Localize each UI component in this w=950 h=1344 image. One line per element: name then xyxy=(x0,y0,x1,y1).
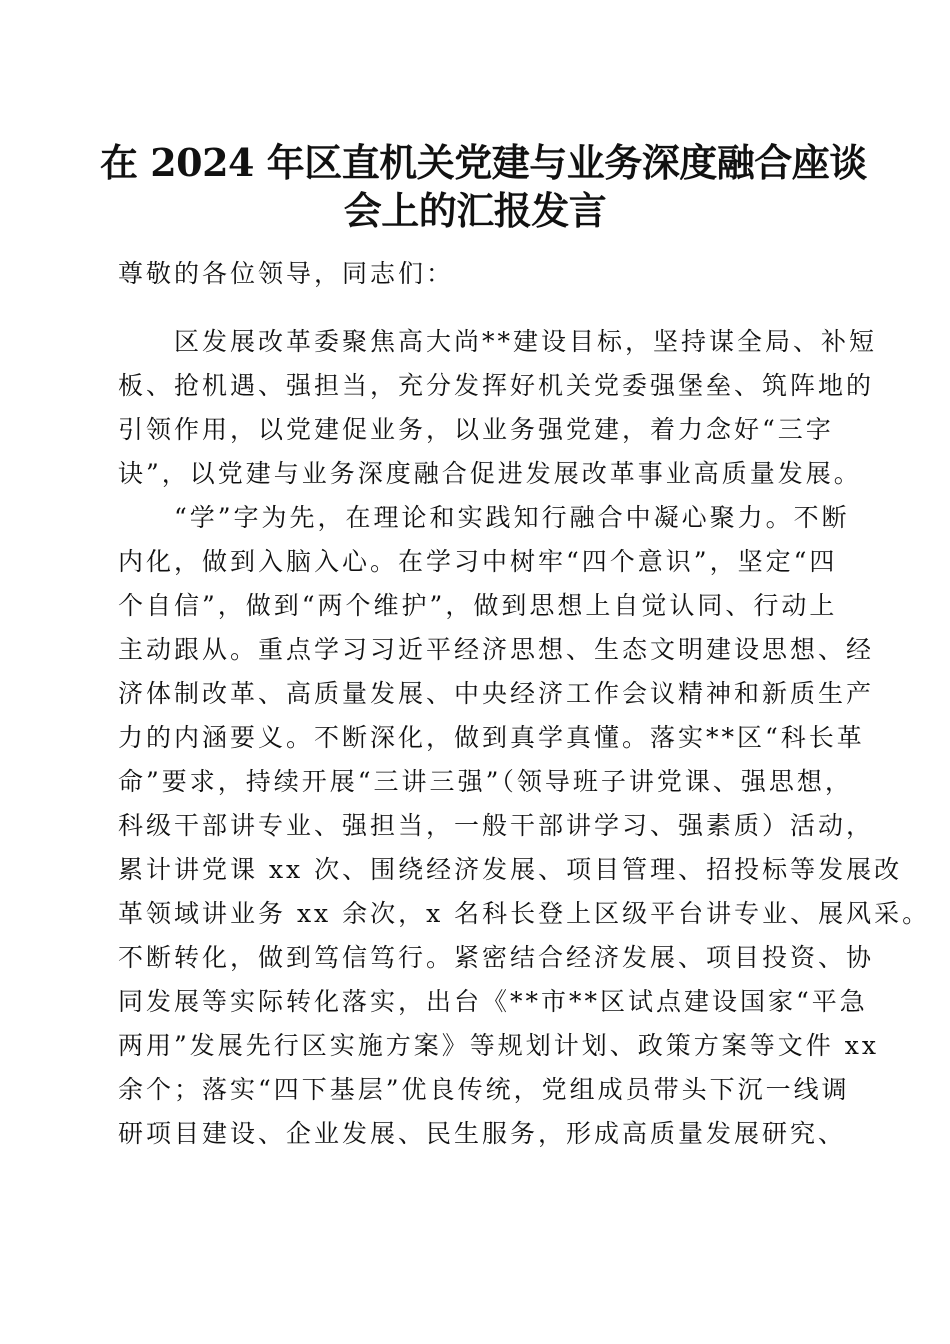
body-line: 主动跟从。重点学习习近平经济思想、生态文明建设思想、经 xyxy=(118,635,875,664)
body-line: 命”要求，持续开展“三讲三强”（领导班子讲党课、强思想， xyxy=(118,767,853,796)
title-line-2: 会上的汇报发言 xyxy=(343,188,607,233)
body-line: 内化，做到入脑入心。在学习中树牢“四个意识”，坚定“四 xyxy=(118,547,838,576)
body-line: 余个；落实“四下基层”优良传统，党组成员带头下沉一线调 xyxy=(118,1075,850,1104)
greeting: 尊敬的各位领导，同志们： xyxy=(118,259,455,288)
body-line: 累计讲党课 xx 次、围绕经济发展、项目管理、招投标等发展改 xyxy=(118,855,903,884)
body-line: 板、抢机遇、强担当，充分发挥好机关党委强堡垒、筑阵地的 xyxy=(118,371,875,400)
body-line: 研项目建设、企业发展、民生服务，形成高质量发展研究、 xyxy=(118,1119,847,1148)
body-line: 不断转化，做到笃信笃行。紧密结合经济发展、项目投资、协 xyxy=(118,943,875,972)
body-line: 力的内涵要义。不断深化，做到真学真懂。落实**区“科长革 xyxy=(118,723,865,752)
body-line: 科级干部讲专业、强担当，一般干部讲学习、强素质）活动， xyxy=(118,811,875,840)
body-line: 同发展等实际转化落实，出台《**市**区试点建设国家“平急 xyxy=(118,987,868,1016)
body-line: 个自信”，做到“两个维护”，做到思想上自觉认同、行动上 xyxy=(118,591,838,620)
body-line: 诀”，以党建与业务深度融合促进发展改革事业高质量发展。 xyxy=(118,459,862,488)
body-line: 引领作用，以党建促业务，以业务强党建，着力念好“三字 xyxy=(118,415,834,444)
body-line: 革领域讲业务 xx 余次，x 名科长登上区级平台讲专业、展风采。 xyxy=(118,899,931,928)
title-line-1: 在 2024 年区直机关党建与业务深度融合座谈 xyxy=(100,140,867,185)
body-line: 济体制改革、高质量发展、中央经济工作会议精神和新质生产 xyxy=(118,679,875,708)
body-line: 两用”发展先行区实施方案》等规划计划、政策方案等文件 xx xyxy=(118,1031,879,1060)
body-line: 区发展改革委聚焦高大尚**建设目标，坚持谋全局、补短 xyxy=(118,327,878,356)
body-line: “学”字为先，在理论和实践知行融合中凝心聚力。不断 xyxy=(118,503,850,532)
